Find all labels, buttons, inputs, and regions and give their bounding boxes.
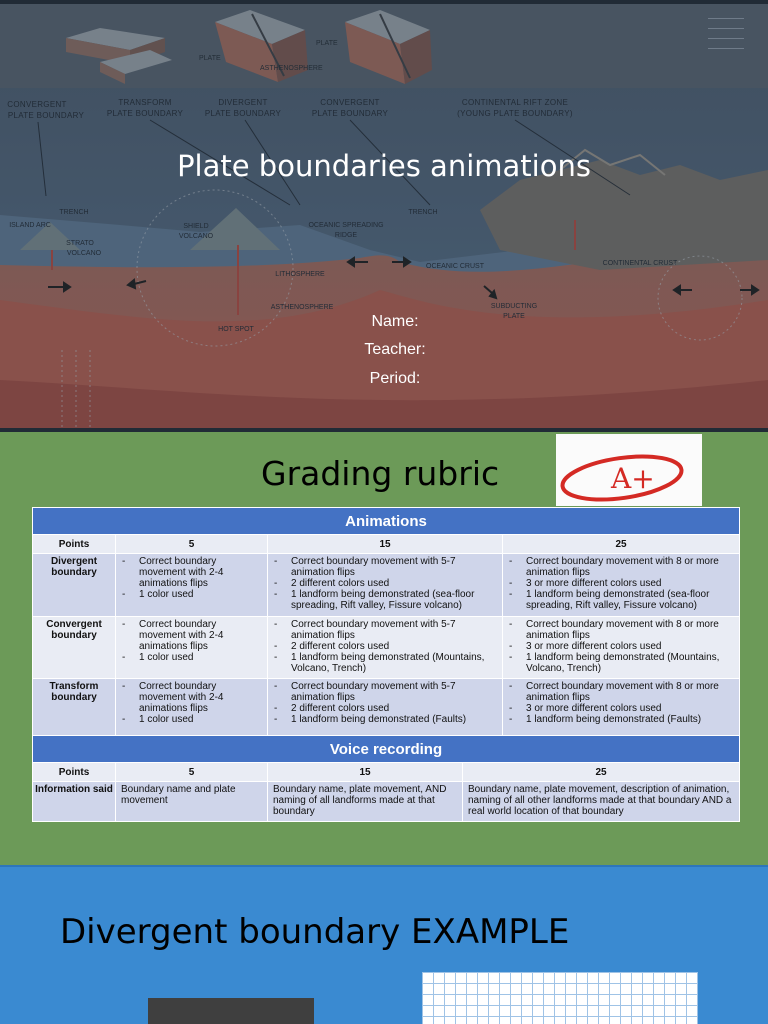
row-name: Divergent boundary: [33, 554, 116, 617]
criterion: - Correct boundary movement with 8 or more animation flips: [509, 619, 735, 641]
criterion: - 1 landform being demonstrated (sea-floor spreading, Rift valley, Fissure volcano): [274, 589, 498, 611]
dark-image-placeholder: [148, 998, 314, 1024]
label-asthenosphere: ASTHENOSPHERE: [270, 304, 334, 311]
a-plus-grade-image: [556, 434, 702, 506]
grade-mark: A+: [611, 462, 655, 495]
row-name: Convergent boundary: [33, 617, 116, 679]
table-row: [33, 617, 740, 679]
criterion: - 1 color used: [122, 714, 263, 725]
criterion: - 1 landform being demonstrated (sea-floor spreading, Rift valley, Fissure volcano): [509, 589, 735, 611]
criterion: - 1 landform being demonstrated (Mountains, Volcano, Trench): [274, 652, 498, 674]
animations-header: Animations: [33, 508, 740, 535]
label-convergent-2: CONVERGENT: [320, 98, 380, 107]
criterion: - 1 landform being demonstrated (Faults): [509, 714, 735, 725]
grid-paper-image: [422, 972, 698, 1024]
example-slide: [0, 865, 768, 1024]
label-subducting: SUBDUCTING: [490, 303, 538, 310]
criterion: - 2 different colors used: [274, 578, 498, 589]
label-subducting-b: PLATE: [503, 313, 525, 320]
col-points: Points: [33, 535, 116, 554]
criterion: - Correct boundary movement with 5-7 animation flips: [274, 556, 498, 578]
label-shield: SHIELD: [183, 223, 209, 230]
label-divergent: DIVERGENT: [218, 98, 268, 107]
label-trench-2: TRENCH: [408, 209, 438, 216]
voice-column-headers: [33, 763, 740, 782]
label-rift: CONTINENTAL RIFT ZONE: [461, 98, 569, 107]
col-points: Points: [33, 763, 116, 782]
col-25: 25: [503, 535, 740, 554]
label-ridge: OCEANIC SPREADING: [308, 222, 384, 229]
criterion: Boundary name and plate movement: [116, 782, 268, 822]
col-5: 5: [116, 763, 268, 782]
plate-label-2: PLATE: [316, 40, 338, 47]
col-15: 15: [268, 763, 463, 782]
rubric-title: Grading rubric: [261, 454, 500, 493]
teacher-label: Teacher:: [364, 341, 426, 358]
criterion: - Correct boundary movement with 8 or more animation flips: [509, 681, 735, 703]
col-15: 15: [268, 535, 503, 554]
criterion: Boundary name, plate movement, AND naming of all landforms made at that boundary: [268, 782, 463, 822]
row-name: Transform boundary: [33, 679, 116, 739]
label-convergent-2b: PLATE BOUNDARY: [311, 109, 389, 118]
rubric-slide: [0, 432, 768, 865]
animations-column-headers: [33, 535, 740, 554]
voice-rubric-table: [32, 735, 740, 822]
label-strato: STRATO: [66, 240, 94, 247]
label-trench-1: TRENCH: [59, 209, 89, 216]
criterion: - Correct boundary movement with 2-4 animations flips: [122, 619, 263, 652]
criterion: - Correct boundary movement with 2-4 animations flips: [122, 681, 263, 714]
criterion: - 3 or more different colors used: [509, 703, 735, 714]
criterion: - 1 color used: [122, 589, 263, 600]
row-name: Information said: [33, 782, 116, 822]
criterion: - 2 different colors used: [274, 641, 498, 652]
label-hot-spot: HOT SPOT: [218, 326, 254, 333]
overlay-tint: [0, 0, 768, 432]
period-label: Period:: [369, 370, 421, 387]
animations-rubric-table: [32, 507, 740, 739]
criterion: Boundary name, plate movement, description of animation, naming of all other landforms made at that boundary AND a real world location of that boundary: [463, 782, 740, 822]
label-rift-b: (YOUNG PLATE BOUNDARY): [457, 109, 573, 118]
table-row: [33, 679, 740, 739]
criterion: - 3 or more different colors used: [509, 578, 735, 589]
label-island-arc: ISLAND ARC: [9, 222, 51, 229]
example-title: Divergent boundary EXAMPLE: [60, 912, 570, 952]
plate-label-1: PLATE: [199, 55, 221, 62]
col-5: 5: [116, 535, 268, 554]
criterion: - Correct boundary movement with 2-4 animations flips: [122, 556, 263, 589]
label-divergent-b: PLATE BOUNDARY: [204, 109, 282, 118]
criterion: - 1 color used: [122, 652, 263, 663]
criterion: - 1 landform being demonstrated (Faults): [274, 714, 498, 725]
criterion: - 3 or more different colors used: [509, 641, 735, 652]
asthenosphere-top-label: ASTHENOSPHERE: [260, 65, 323, 72]
col-25: 25: [463, 763, 740, 782]
label-oceanic-crust: OCEANIC CRUST: [426, 263, 484, 270]
label-lithosphere: LITHOSPHERE: [275, 271, 325, 278]
label-convergent-1: CONVERGENT: [7, 100, 67, 109]
label-strato-b: VOLCANO: [66, 250, 102, 257]
label-continental-crust: CONTINENTAL CRUST: [602, 260, 678, 267]
title-slide: [0, 0, 768, 432]
name-label: Name:: [371, 313, 419, 330]
criterion: - Correct boundary movement with 5-7 animation flips: [274, 681, 498, 703]
slide-title: Plate boundaries animations: [177, 149, 591, 183]
label-convergent-1b: PLATE BOUNDARY: [7, 111, 85, 120]
table-row: [33, 554, 740, 617]
label-ridge-b: RIDGE: [334, 232, 358, 239]
label-shield-b: VOLCANO: [178, 233, 214, 240]
criterion: - Correct boundary movement with 5-7 animation flips: [274, 619, 498, 641]
criterion: - 1 landform being demonstrated (Mountains, Volcano, Trench): [509, 652, 735, 674]
voice-header: Voice recording: [33, 736, 740, 763]
criterion: - Correct boundary movement with 8 or more animation flips: [509, 556, 735, 578]
criterion: - 2 different colors used: [274, 703, 498, 714]
label-transform-b: PLATE BOUNDARY: [106, 109, 184, 118]
label-transform: TRANSFORM: [118, 98, 172, 107]
table-row: [33, 782, 740, 822]
